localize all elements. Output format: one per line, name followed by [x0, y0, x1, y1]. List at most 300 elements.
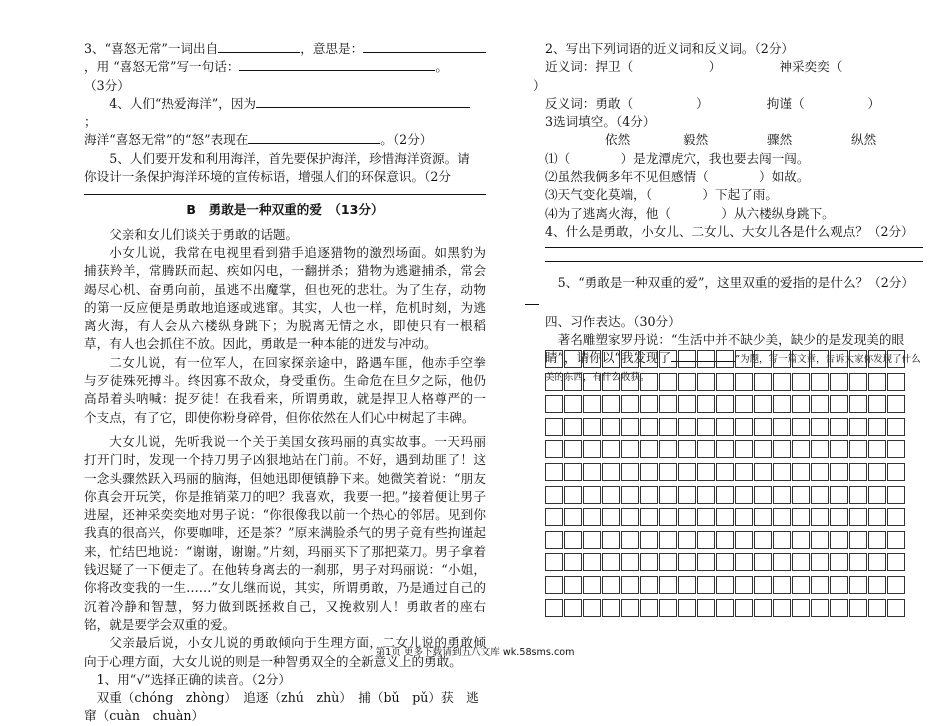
grid-cell[interactable]: [640, 508, 658, 526]
grid-cell[interactable]: [792, 486, 810, 504]
grid-cell[interactable]: [716, 373, 734, 391]
grid-cell[interactable]: [754, 350, 772, 368]
grid-cell[interactable]: [602, 599, 620, 617]
grid-cell[interactable]: [583, 486, 601, 504]
grid-cell[interactable]: [868, 553, 886, 571]
grid-cell[interactable]: [545, 395, 563, 413]
q4-text-b: 海洋“喜怒无常”的“怒”表现在: [84, 132, 249, 148]
grid-cell[interactable]: [887, 553, 905, 571]
section-b-title: B 勇敢是一种双重的爱 （13分）: [186, 202, 384, 218]
grid-cell[interactable]: [830, 418, 848, 436]
antonym-line: [545, 95, 923, 113]
grid-cell[interactable]: [659, 531, 677, 549]
grid-cell[interactable]: [868, 395, 886, 413]
q4-line2: [84, 131, 486, 149]
grid-cell[interactable]: [583, 350, 601, 368]
grid-cell[interactable]: [887, 350, 905, 368]
grid-cell[interactable]: [583, 463, 601, 481]
grid-cell[interactable]: [564, 440, 582, 458]
grid-cell[interactable]: [697, 463, 715, 481]
pinyin-options-line2[interactable]: 窜（cuàn chuàn）: [84, 708, 205, 724]
grid-cell[interactable]: [545, 373, 563, 391]
q3-blank-sentence[interactable]: [239, 59, 435, 71]
grid-cell[interactable]: [545, 418, 563, 436]
essay-prompt-b: 睛”，请你以“我发现了: [545, 350, 672, 366]
grid-cell[interactable]: [602, 373, 620, 391]
grid-cell[interactable]: [640, 350, 658, 368]
q4-line: [84, 95, 486, 113]
grid-cell[interactable]: [811, 440, 829, 458]
grid-row: [545, 373, 925, 391]
essay-prompt-a: 著名雕塑家罗丹说：“生活中并不缺少美，缺少的是发现美的眼: [557, 331, 905, 347]
grid-cell[interactable]: [811, 508, 829, 526]
grid-cell[interactable]: [754, 418, 772, 436]
grid-cell[interactable]: [868, 576, 886, 594]
word-options: [545, 131, 923, 149]
grid-cell[interactable]: [602, 576, 620, 594]
grid-cell[interactable]: [830, 508, 848, 526]
grid-cell[interactable]: [716, 508, 734, 526]
grid-cell[interactable]: [659, 418, 677, 436]
grid-cell[interactable]: [678, 553, 696, 571]
grid-cell[interactable]: [697, 576, 715, 594]
grid-cell[interactable]: [716, 418, 734, 436]
grid-cell[interactable]: [735, 508, 753, 526]
grid-cell[interactable]: [678, 463, 696, 481]
grid-cell[interactable]: [659, 350, 677, 368]
fill-sentence-2[interactable]: ⑵虽然我俩多年不见但感情（ ）如故。: [545, 169, 810, 185]
grid-cell[interactable]: [887, 373, 905, 391]
grid-cell[interactable]: [754, 463, 772, 481]
grid-cell[interactable]: [868, 531, 886, 549]
q4-text-a: 4、人们“热爱海洋”，因为: [109, 95, 257, 111]
grid-cell[interactable]: [697, 395, 715, 413]
grid-cell[interactable]: [564, 373, 582, 391]
grid-cell[interactable]: [830, 350, 848, 368]
grid-cell[interactable]: [830, 576, 848, 594]
grid-cell[interactable]: [602, 395, 620, 413]
grid-cell[interactable]: [583, 576, 601, 594]
option-zhouran: 骤然: [767, 132, 793, 148]
q4-text-c: 。（2分）: [380, 132, 433, 148]
grid-cell[interactable]: [849, 486, 867, 504]
grid-cell[interactable]: [811, 395, 829, 413]
grid-cell[interactable]: [773, 553, 791, 571]
grid-cell[interactable]: [545, 486, 563, 504]
grid-cell[interactable]: [697, 373, 715, 391]
grid-cell[interactable]: [564, 508, 582, 526]
grid-cell[interactable]: [792, 350, 810, 368]
grid-cell[interactable]: [621, 576, 639, 594]
grid-cell[interactable]: [754, 440, 772, 458]
grid-cell[interactable]: [602, 440, 620, 458]
grid-cell[interactable]: [621, 463, 639, 481]
grid-cell[interactable]: [640, 553, 658, 571]
grid-cell[interactable]: [697, 440, 715, 458]
grid-cell[interactable]: [773, 576, 791, 594]
grid-cell[interactable]: [811, 418, 829, 436]
passage-paragraph-4: 大女儿说，先听我说一个关于美国女孩玛丽的真实故事。一天玛丽打开门时，发现一个持刀男子凶狠地站在门前。不好，遇到劫匪了！这一念头骤然跃入玛丽的脑海，但她迅即便镇静下来。她微笑着说：“朋友你真会开玩笑，你是推销菜刀的吧？我喜欢，我要一把。”接着便让男子进屋，还神采奕奕地对男子说：“你很像我以前一个热心的邻居。见到你我真的很高兴，你要咖啡，还是茶？”原来满脸杀气的男子竟有些拘谨起来，忙结巴地说：“谢谢，谢谢。”片刻，玛丽买下了那把菜刀。男子拿着钱迟疑了一下便走了。在他转身离去的一刹那，男子对玛丽说：“小姐，你将改变我的一生……”女儿继而说，其实，所谓勇敢，乃是通过自己的沉着冷静和智慧，努力做到既拯救自己，又挽救别人！勇敢者的座右铭，就是要学会双重的爱。: [84, 433, 486, 632]
grid-cell[interactable]: [792, 418, 810, 436]
grid-cell[interactable]: [545, 599, 563, 617]
grid-cell[interactable]: [640, 373, 658, 391]
grid-cell[interactable]: [754, 395, 772, 413]
grid-cell[interactable]: [564, 599, 582, 617]
grid-cell[interactable]: [849, 531, 867, 549]
grid-cell[interactable]: [792, 395, 810, 413]
grid-cell[interactable]: [735, 576, 753, 594]
q3-line2: [84, 58, 486, 76]
left-column: [84, 40, 486, 726]
grid-cell[interactable]: [811, 350, 829, 368]
grid-cell[interactable]: [564, 463, 582, 481]
fill-sentence-3[interactable]: ⑶天气变化莫端，（ ）下起了雨。: [545, 187, 778, 203]
q5-text-a: 5、人们要开发和利用海洋，首先要保护海洋，珍惜海洋资源。请: [109, 150, 470, 166]
fill-sentence-4[interactable]: ⑷为了逃离火海，他（ ）从六楼纵身跳下。: [545, 205, 835, 221]
option-yiran2: 毅然: [683, 132, 709, 148]
grid-cell[interactable]: [621, 553, 639, 571]
grid-cell[interactable]: [602, 486, 620, 504]
grid-cell[interactable]: [621, 486, 639, 504]
grid-cell[interactable]: [583, 440, 601, 458]
grid-cell[interactable]: [678, 576, 696, 594]
grid-cell[interactable]: [868, 440, 886, 458]
grid-cell[interactable]: [659, 576, 677, 594]
word-choice-question: 3选词填空。（4分）: [545, 114, 656, 130]
grid-cell[interactable]: [887, 599, 905, 617]
grid-cell[interactable]: [868, 418, 886, 436]
grid-row: [545, 576, 925, 594]
grid-cell[interactable]: [545, 508, 563, 526]
grid-cell[interactable]: [545, 350, 563, 368]
grid-cell[interactable]: [640, 486, 658, 504]
grid-cell[interactable]: [583, 531, 601, 549]
grid-cell[interactable]: [564, 576, 582, 594]
grid-cell[interactable]: [545, 531, 563, 549]
grid-cell[interactable]: [621, 440, 639, 458]
grid-cell[interactable]: [849, 553, 867, 571]
q3-text-d: 。: [435, 59, 449, 75]
grid-cell[interactable]: [735, 531, 753, 549]
grid-cell[interactable]: [754, 553, 772, 571]
grid-cell[interactable]: [621, 395, 639, 413]
grid-row: [545, 486, 925, 504]
grid-cell[interactable]: [849, 463, 867, 481]
antonym-brave[interactable]: 反义词：勇敢（ ）: [545, 95, 709, 111]
grid-cell[interactable]: [564, 553, 582, 571]
grid-cell[interactable]: [868, 350, 886, 368]
grid-cell[interactable]: [678, 350, 696, 368]
grid-cell[interactable]: [583, 395, 601, 413]
grid-cell[interactable]: [564, 395, 582, 413]
grid-cell[interactable]: [773, 418, 791, 436]
grid-row: [545, 463, 925, 481]
q3-blank-source[interactable]: [218, 41, 300, 53]
grid-cell[interactable]: [887, 418, 905, 436]
grid-row: [545, 418, 925, 436]
grid-cell[interactable]: [621, 350, 639, 368]
grid-cell[interactable]: [602, 350, 620, 368]
grid-cell[interactable]: [792, 373, 810, 391]
grid-cell[interactable]: [640, 395, 658, 413]
q4-blank-anger[interactable]: [248, 132, 380, 144]
grid-cell[interactable]: [887, 508, 905, 526]
grid-cell[interactable]: [811, 486, 829, 504]
grid-cell[interactable]: [621, 418, 639, 436]
grid-cell[interactable]: [545, 440, 563, 458]
grid-cell[interactable]: [735, 395, 753, 413]
grid-cell[interactable]: [754, 373, 772, 391]
passage-paragraph-2: 小女儿说，我常在电视里看到猎手追逐猎物的激烈场面。如黑豹为捕获羚羊，常腾跃而起、疾如闪电，一翻拼杀；猎物为逃避捕杀，常会竭尽心机、奋勇向前，虽逃不出魔掌，但也死的悲壮。为了生存，动物的第一反应便是勇敢地追逐或逃窜。其实，人也一样，危机时刻，为逃离火海，有人会从六楼纵身跳下；为脱离无情之水，即使只有一根稻草，有人也会抓住不放。因此，勇敢是一种本能的迸发与冲动。: [84, 244, 486, 352]
option-zongran: 纵然: [851, 132, 877, 148]
grid-cell[interactable]: [602, 463, 620, 481]
grid-cell[interactable]: [735, 418, 753, 436]
q5-answer-line[interactable]: [84, 193, 486, 195]
grid-cell[interactable]: [697, 418, 715, 436]
grid-cell[interactable]: [849, 418, 867, 436]
grid-cell[interactable]: [564, 486, 582, 504]
grid-cell[interactable]: [678, 486, 696, 504]
q3-text-b: ，意思是：: [300, 41, 364, 56]
grid-cell[interactable]: [583, 508, 601, 526]
grid-cell[interactable]: [640, 531, 658, 549]
answer-line-3[interactable]: [525, 303, 539, 305]
fill-sentence-1[interactable]: ⑴（ ）是龙潭虎穴，我也要去闯一闯。: [545, 150, 810, 166]
grid-row: [545, 508, 925, 526]
grid-cell[interactable]: [811, 463, 829, 481]
grid-cell[interactable]: [716, 486, 734, 504]
essay-prompt-d: 美的东西，有什么收获。: [545, 372, 650, 384]
grid-cell[interactable]: [716, 553, 734, 571]
grid-cell[interactable]: [640, 463, 658, 481]
grid-cell[interactable]: [792, 508, 810, 526]
grid-cell[interactable]: [887, 486, 905, 504]
grid-cell[interactable]: [830, 440, 848, 458]
grid-cell[interactable]: [773, 486, 791, 504]
grid-cell[interactable]: [830, 553, 848, 571]
grid-cell[interactable]: [754, 531, 772, 549]
grid-cell[interactable]: [716, 350, 734, 368]
grid-row: [545, 440, 925, 458]
grid-cell[interactable]: [678, 373, 696, 391]
grid-cell[interactable]: [811, 531, 829, 549]
grid-cell[interactable]: [773, 440, 791, 458]
grid-cell[interactable]: [602, 553, 620, 571]
grid-cell[interactable]: [716, 576, 734, 594]
grid-cell[interactable]: [545, 463, 563, 481]
grid-cell[interactable]: [773, 531, 791, 549]
q4-semicolon: ；: [84, 114, 97, 130]
grid-cell[interactable]: [887, 576, 905, 594]
grid-cell[interactable]: [792, 463, 810, 481]
section-4-title: 四、习作表达。（30分）: [545, 313, 681, 329]
grid-cell[interactable]: [621, 599, 639, 617]
grid-cell[interactable]: [830, 486, 848, 504]
grid-cell[interactable]: [868, 463, 886, 481]
grid-cell[interactable]: [716, 440, 734, 458]
synonym-close-paren: ）: [533, 77, 546, 93]
grid-cell[interactable]: [773, 508, 791, 526]
grid-cell[interactable]: [659, 599, 677, 617]
grid-cell[interactable]: [792, 576, 810, 594]
grid-cell[interactable]: [830, 395, 848, 413]
grid-cell[interactable]: [602, 531, 620, 549]
grid-cell[interactable]: [659, 508, 677, 526]
grid-cell[interactable]: [640, 599, 658, 617]
grid-cell[interactable]: [773, 463, 791, 481]
q3-line: [84, 40, 486, 58]
grid-cell[interactable]: [678, 599, 696, 617]
grid-cell[interactable]: [849, 440, 867, 458]
grid-cell[interactable]: [868, 486, 886, 504]
grid-cell[interactable]: [830, 373, 848, 391]
grid-cell[interactable]: [659, 463, 677, 481]
grid-cell[interactable]: [754, 599, 772, 617]
grid-cell[interactable]: [659, 373, 677, 391]
grid-cell[interactable]: [640, 576, 658, 594]
grid-cell[interactable]: [716, 463, 734, 481]
grid-cell[interactable]: [830, 599, 848, 617]
right-column: [533, 40, 923, 388]
grid-cell[interactable]: [697, 508, 715, 526]
grid-cell[interactable]: [735, 486, 753, 504]
q3-score: （3分）: [84, 77, 130, 93]
grid-cell[interactable]: [716, 599, 734, 617]
grid-cell[interactable]: [735, 553, 753, 571]
grid-cell[interactable]: [678, 418, 696, 436]
grid-cell[interactable]: [640, 418, 658, 436]
grid-cell[interactable]: [659, 486, 677, 504]
grid-cell[interactable]: [564, 418, 582, 436]
grid-cell[interactable]: [621, 531, 639, 549]
grid-cell[interactable]: [716, 395, 734, 413]
grid-cell[interactable]: [830, 531, 848, 549]
grid-row: [545, 350, 925, 368]
grid-row: [545, 553, 925, 571]
grid-cell[interactable]: [773, 599, 791, 617]
grid-cell[interactable]: [640, 440, 658, 458]
grid-cell[interactable]: [583, 373, 601, 391]
writing-grid[interactable]: [545, 350, 925, 621]
synonym-spirited[interactable]: 神采奕奕（: [779, 59, 843, 75]
grid-cell[interactable]: [697, 599, 715, 617]
grid-cell[interactable]: [849, 395, 867, 413]
grid-cell[interactable]: [811, 553, 829, 571]
grid-cell[interactable]: [792, 531, 810, 549]
grid-cell[interactable]: [583, 418, 601, 436]
grid-cell[interactable]: [659, 553, 677, 571]
q5-text-b: 你设计一条保护海洋环境的宣传标语，增强人们的环保意识。（2分: [84, 169, 451, 185]
grid-cell[interactable]: [887, 440, 905, 458]
q4-blank-reason[interactable]: [256, 96, 470, 108]
grid-cell[interactable]: [830, 463, 848, 481]
grid-cell[interactable]: [678, 440, 696, 458]
grid-cell[interactable]: [583, 553, 601, 571]
option-yiran: 依然: [605, 132, 631, 148]
grid-cell[interactable]: [602, 418, 620, 436]
grid-cell[interactable]: [716, 531, 734, 549]
essay-prompt-c: ”为题，写一篇文章，告诉大家你发现了什么: [735, 354, 921, 366]
grid-cell[interactable]: [811, 373, 829, 391]
grid-cell[interactable]: [697, 553, 715, 571]
q3-text-c: ，用 “喜怒无常”写一句话：: [84, 59, 240, 75]
passage-paragraph-1: 父亲和女儿们谈关于勇敢的话题。: [109, 226, 299, 242]
grid-cell[interactable]: [583, 599, 601, 617]
grid-cell[interactable]: [849, 373, 867, 391]
grid-cell[interactable]: [659, 440, 677, 458]
antonym-reserved[interactable]: 拘谨（ ）: [766, 95, 881, 111]
grid-cell[interactable]: [868, 599, 886, 617]
grid-cell[interactable]: [811, 576, 829, 594]
grid-cell[interactable]: [545, 576, 563, 594]
grid-cell[interactable]: [887, 531, 905, 549]
grid-cell[interactable]: [754, 508, 772, 526]
pinyin-options-line1[interactable]: 双重（chóng zhòng） 追逐（zhú zhù） 捕（bǔ pǔ）获 逃: [96, 690, 479, 706]
answer-line-1[interactable]: [545, 246, 923, 248]
grid-cell[interactable]: [773, 350, 791, 368]
grid-cell[interactable]: [735, 350, 753, 368]
grid-cell[interactable]: [773, 395, 791, 413]
grid-cell[interactable]: [602, 508, 620, 526]
grid-cell[interactable]: [849, 508, 867, 526]
grid-cell[interactable]: [792, 599, 810, 617]
grid-cell[interactable]: [659, 395, 677, 413]
grid-cell[interactable]: [868, 373, 886, 391]
grid-cell[interactable]: [754, 576, 772, 594]
grid-cell[interactable]: [564, 350, 582, 368]
synonym-question: 2、写出下列词语的近义词和反义词。（2分）: [545, 41, 795, 56]
grid-cell[interactable]: [792, 440, 810, 458]
double-love-question: 5、“勇敢是一种双重的爱”，这里双重的爱指的是什么？（2分）: [557, 275, 914, 291]
grid-cell[interactable]: [849, 599, 867, 617]
grid-cell[interactable]: [868, 508, 886, 526]
grid-cell[interactable]: [849, 350, 867, 368]
grid-cell[interactable]: [773, 373, 791, 391]
viewpoint-question: 4、什么是勇敢，小女儿、二女儿、大女儿各是什么观点？（2分）: [545, 223, 914, 239]
grid-cell[interactable]: [735, 463, 753, 481]
page-footer: 第1页 更多下载请到五八文库 wk.58sms.com: [375, 647, 575, 658]
grid-cell[interactable]: [621, 373, 639, 391]
synonym-defend[interactable]: 近义词：捍卫（ ）: [545, 59, 722, 75]
grid-row: [545, 395, 925, 413]
grid-cell[interactable]: [735, 373, 753, 391]
grid-cell[interactable]: [811, 599, 829, 617]
grid-cell[interactable]: [887, 395, 905, 413]
grid-cell[interactable]: [887, 463, 905, 481]
passage-paragraph-5: 父亲最后说，小女儿说的勇敢倾向于生理方面，二女儿说的勇敢倾向于心理方面，大女儿说的则是一种智勇双全的全新意义上的勇敢。: [84, 635, 486, 669]
grid-cell[interactable]: [545, 553, 563, 571]
grid-cell[interactable]: [849, 576, 867, 594]
grid-cell[interactable]: [564, 531, 582, 549]
grid-cell[interactable]: [735, 599, 753, 617]
grid-cell[interactable]: [678, 395, 696, 413]
q3-blank-meaning[interactable]: [363, 41, 486, 53]
grid-cell[interactable]: [792, 553, 810, 571]
grid-cell[interactable]: [735, 440, 753, 458]
grid-cell[interactable]: [754, 486, 772, 504]
grid-cell[interactable]: [697, 486, 715, 504]
passage-paragraph-3: 二女儿说，有一位军人，在回家探亲途中，路遇车匪，他赤手空拳与歹徒殊死搏斗。终因寡不敌众，身受重伤。生命危在旦夕之际，他仍高昂着头呐喊：捉歹徒！在我看来，所谓勇敢，就是捍卫人格尊严的一个支点，有了它，即使你粉身碎骨，但你依然在人们心中树起了丰碑。: [84, 354, 486, 425]
grid-cell[interactable]: [697, 531, 715, 549]
q3-text-a: 3、“喜怒无常”一词出自: [84, 41, 219, 56]
grid-cell[interactable]: [621, 508, 639, 526]
grid-cell[interactable]: [697, 350, 715, 368]
grid-row: [545, 599, 925, 617]
answer-line-2[interactable]: [545, 260, 923, 262]
grid-cell[interactable]: [678, 531, 696, 549]
grid-row: [545, 531, 925, 549]
grid-cell[interactable]: [678, 508, 696, 526]
